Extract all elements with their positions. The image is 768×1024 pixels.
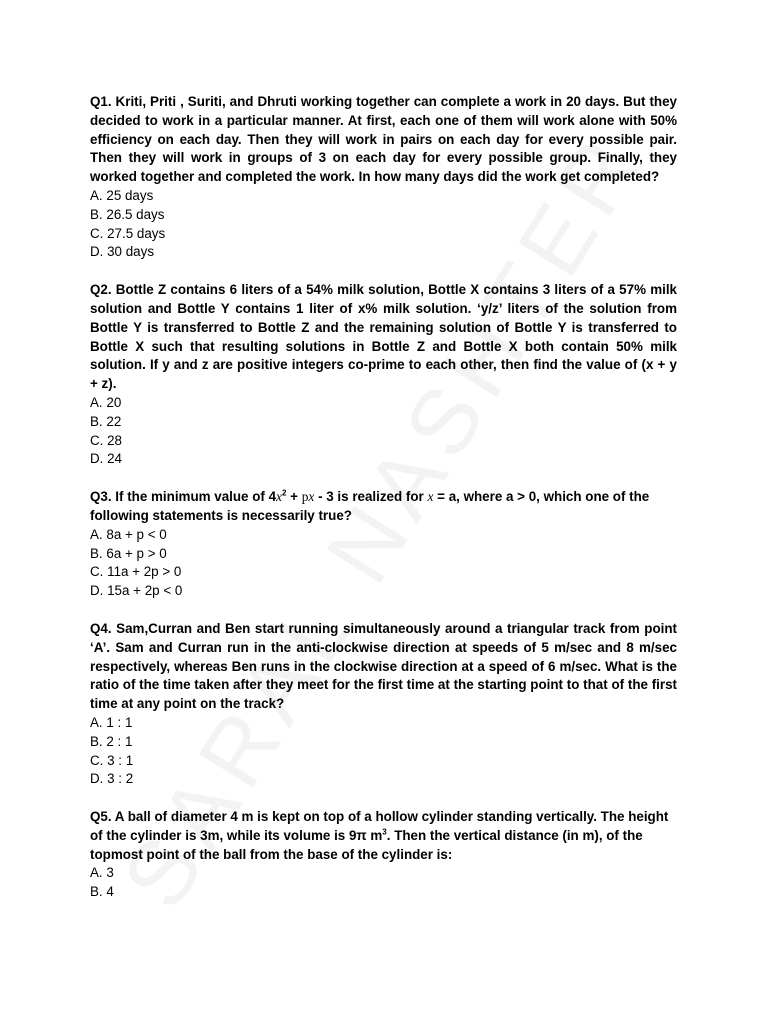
- text-segment: . Then the vertical distance (in m), of the topmost point of the ball from the base of the cylinder is:: [90, 827, 643, 862]
- question-document: [90, 93, 677, 921]
- text-segment: Q3. If the minimum value of 4: [90, 489, 277, 505]
- question-2: [90, 281, 677, 469]
- option-c: C. 27.5 days: [90, 225, 166, 241]
- text-segment: - 3 is realized for: [314, 489, 428, 505]
- question-text: [90, 488, 677, 526]
- option-d: D. 30 days: [90, 244, 155, 260]
- options-list: [90, 394, 677, 469]
- question-text: Q4. Sam,Curran and Ben start running simultaneously around a triangular track from point ‘A’. Sam and Curran run in the anti-clockwise direction at speeds of 5 m/sec and 8 m/sec respectively, whereas Ben runs in the clockwise direction at a speed of 6 m/sec. What is the ratio of the time taken after they meet for the first time at the starting point to that of the first time at any point on the track?: [90, 620, 677, 712]
- option-c: C. 28: [90, 432, 123, 448]
- question-4: [90, 620, 677, 789]
- option-a: A. 1 : 1: [90, 714, 133, 730]
- math-variable: p: [301, 489, 309, 505]
- text-segment: Q5. A ball of diameter 4 m is kept on top of a hollow cylinder standing vertically. The height of the cylinder is 3m, while its volume is 9π m: [90, 809, 669, 843]
- question-1: [90, 93, 677, 262]
- option-c: C. 11a + 2p > 0: [90, 564, 182, 580]
- math-variable: x: [427, 489, 434, 505]
- option-b: B. 26.5 days: [90, 206, 165, 222]
- option-d: D. 15a + 2p < 0: [90, 583, 183, 599]
- option-c: C. 3 : 1: [90, 752, 134, 768]
- math-variable: x: [276, 489, 282, 505]
- options-list: [90, 714, 677, 789]
- math-variable: x: [308, 489, 315, 505]
- text-segment: +: [286, 489, 302, 505]
- question-text: Q2. Bottle Z contains 6 liters of a 54% milk solution, Bottle X contains 3 liters of a 57% milk solution and Bottle Y contains 1 liter of x% milk solution. ‘y/z’ liters of the solution from Bottle Y is transferred to Bottle Z and the remaining solution of Bottle Y is transferred to Bottle X such that resulting solutions in Bottle Z and Bottle X both contain 50% milk solution. If y and z are positive integers co-prime to each other, then find the value of (x + y + z).: [90, 282, 677, 392]
- option-a: A. 3: [90, 865, 114, 881]
- option-a: A. 20: [90, 394, 122, 410]
- option-d: D. 3 : 2: [90, 771, 134, 787]
- options-list: [90, 187, 677, 262]
- option-a: A. 25 days: [90, 187, 154, 203]
- option-b: B. 6a + p > 0: [90, 545, 167, 561]
- question-text: [90, 808, 677, 864]
- question-3: [90, 488, 677, 601]
- options-list: [90, 864, 677, 902]
- option-b: B. 22: [90, 413, 122, 429]
- superscript: 2: [281, 488, 287, 498]
- question-text: Q1. Kriti, Priti , Suriti, and Dhruti working together can complete a work in 20 days. But they decided to work in a particular manner. At first, each one of them will work alone with 50% efficiency on each day. Then they will work in pairs on each day for every possible pair. Then they will work in groups of 3 on each day for every possible group. Finally, they worked together and completed the work. In how many days did the work get completed?: [90, 94, 677, 185]
- option-b: B. 4: [90, 884, 114, 900]
- option-d: D. 24: [90, 451, 123, 467]
- options-list: [90, 526, 677, 601]
- option-b: B. 2 : 1: [90, 733, 133, 749]
- superscript: 3: [382, 827, 387, 837]
- question-5: [90, 808, 677, 902]
- option-a: A. 8a + p < 0: [90, 526, 167, 542]
- text-segment: = a, where a > 0, which one of the following statements is necessarily true?: [90, 489, 650, 523]
